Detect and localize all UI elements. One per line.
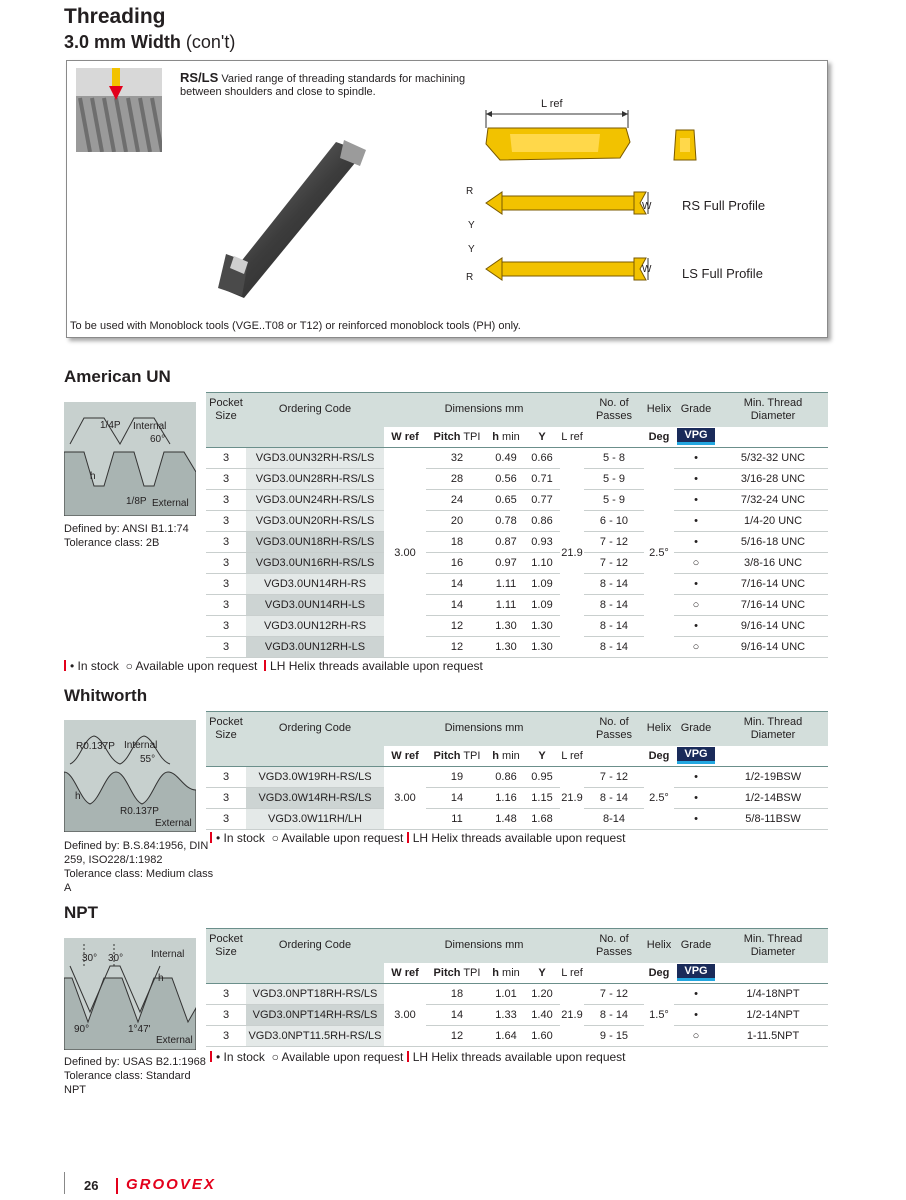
cell-y: 1.10 <box>524 553 560 574</box>
cell-code: VGD3.0UN20RH-RS/LS <box>246 511 384 532</box>
cell-code: VGD3.0UN32RH-RS/LS <box>246 448 384 469</box>
cell-h-min: 0.56 <box>488 469 524 490</box>
cell-grade: • <box>674 511 718 532</box>
npt-angle-a: 30° <box>82 953 98 964</box>
page-number: 26 <box>84 1178 99 1193</box>
footer-rule <box>64 1172 65 1194</box>
hdr-pocket: Pocket Size <box>206 393 246 427</box>
table-row <box>206 574 828 595</box>
cell-tpi: 28 <box>426 469 488 490</box>
american-h: h <box>90 471 96 482</box>
cell-y: 0.86 <box>524 511 560 532</box>
dim-y-rs: Y <box>468 220 475 231</box>
npt-defined-by: Defined by: USAS B2.1:1968 Tolerance class: Standard NPT <box>64 1056 206 1096</box>
american-quarter: 1/4P <box>100 420 121 431</box>
footer-accent <box>116 1178 118 1194</box>
american-external: External <box>152 498 189 509</box>
table-row <box>206 1005 828 1026</box>
npt-angle-b: 30° <box>108 953 124 964</box>
whitworth-h: h <box>75 791 81 802</box>
cell-code: VGD3.0UN28RH-RS/LS <box>246 469 384 490</box>
cell-min-dia: 5/16-18 UNC <box>718 532 828 553</box>
cell-tpi: 16 <box>426 553 488 574</box>
cell-pocket: 3 <box>206 553 246 574</box>
cell-y: 1.60 <box>524 1026 560 1047</box>
cell-pocket: 3 <box>206 1005 246 1026</box>
whitworth-radius-top: R0.137P <box>76 741 115 752</box>
whitworth-radius-bottom: R0.137P <box>120 806 159 817</box>
cell-grade: • <box>674 767 718 788</box>
cell-code: VGD3.0UN12RH-RS <box>246 616 384 637</box>
cell-tpi: 12 <box>426 637 488 658</box>
cell-y: 0.93 <box>524 532 560 553</box>
cell-h-min: 1.16 <box>488 788 524 809</box>
cell-pocket: 3 <box>206 469 246 490</box>
table-row <box>206 595 828 616</box>
cell-grade: • <box>674 809 718 830</box>
cell-h-min: 0.65 <box>488 490 524 511</box>
rs-profile-label: RS Full Profile <box>682 198 766 213</box>
ls-profile-label: LS Full Profile <box>682 266 763 281</box>
rsls-description: RS/LS Varied range of threading standards for machining between shoulders and close to spindle. <box>180 70 466 98</box>
whitworth-external: External <box>155 818 192 829</box>
cell-pocket: 3 <box>206 532 246 553</box>
cell-tpi: 12 <box>426 1026 488 1047</box>
cell-passes: 8 - 14 <box>584 595 644 616</box>
cell-l-ref: 21.9 <box>560 448 584 658</box>
page-title: Threading <box>64 5 166 28</box>
hdr-passes: No. of Passes <box>584 393 644 427</box>
brand-logo: GROOVEX <box>126 1176 216 1193</box>
cell-h-min: 1.33 <box>488 1005 524 1026</box>
cell-code: VGD3.0UN12RH-LS <box>246 637 384 658</box>
cell-y: 1.40 <box>524 1005 560 1026</box>
cell-grade: • <box>674 532 718 553</box>
cell-passes: 5 - 8 <box>584 448 644 469</box>
cell-h-min: 0.86 <box>488 767 524 788</box>
dim-r-ls: R <box>466 272 474 283</box>
section-title-whitworth: Whitworth <box>64 686 148 705</box>
cell-pocket: 3 <box>206 574 246 595</box>
whitworth-internal: Internal <box>124 740 158 751</box>
cell-passes: 8 - 14 <box>584 574 644 595</box>
cell-min-dia: 1/2-14NPT <box>718 1005 828 1026</box>
cell-passes: 5 - 9 <box>584 490 644 511</box>
cell-h-min: 1.64 <box>488 1026 524 1047</box>
npt-angle-90: 90° <box>74 1024 90 1035</box>
american-internal: Internal <box>133 421 167 432</box>
table-row <box>206 767 828 788</box>
cell-passes: 8 - 14 <box>584 788 644 809</box>
cell-passes: 9 - 15 <box>584 1026 644 1047</box>
cell-passes: 7 - 12 <box>584 984 644 1005</box>
cell-min-dia: 5/32-32 UNC <box>718 448 828 469</box>
cell-min-dia: 1/4-20 UNC <box>718 511 828 532</box>
cell-y: 1.15 <box>524 788 560 809</box>
section-title-npt: NPT <box>64 903 98 922</box>
cell-y: 1.09 <box>524 574 560 595</box>
cell-passes: 8-14 <box>584 809 644 830</box>
cell-h-min: 1.48 <box>488 809 524 830</box>
cell-w-ref: 3.00 <box>384 448 426 658</box>
hdr-code: Ordering Code <box>246 393 384 427</box>
cell-helix: 2.5° <box>644 767 674 830</box>
cell-pocket: 3 <box>206 1026 246 1047</box>
hdr-grade: Grade <box>674 393 718 427</box>
cell-pocket: 3 <box>206 637 246 658</box>
cell-tpi: 18 <box>426 984 488 1005</box>
npt-table: Pocket Size Ordering Code Dimensions mm No. of Passes Helix Grade Min. Thread Diameter W ref Pitch TPI h min Y L ref Deg VPG 3 VGD3.0NPT18RH-RS/LS 3.00 18 1.01 1.20 21.9 7 - 12 1.5° • 1/4-18NPT 3 VGD3.0NPT14RH-RS/LS 14 1.33 1.40 8 - 14 • 1/2-14NPT 3 VGD3.0NPT11.5RH-RS/LS 12 1.64 1.60 9 - 15 ○ 1-11.5NPT <box>206 928 828 1047</box>
american-table: Pocket Size Ordering Code Dimensions mm No. of Passes Helix Grade Min. Thread Diameter W ref Pitch TPI h min Y L ref Deg VPG 3 VGD3.0UN32RH-RS/LS 3.00 32 0.49 0.66 21.9 5 - 8 2.5° • 5/32-32 UNC 3 VGD3.0UN28RH-RS/LS 28 0.56 0.71 5 - 9 • 3/16-28 UNC 3 VGD3.0UN24RH-RS/LS 24 0.65 0.77 5 - 9 • 7/32-24 UNC 3 VGD3.0UN20RH-RS/LS 20 0.78 0.86 6 - 10 • 1/4-20 UNC 3 VGD3.0UN18RH-RS/LS 18 0.87 0.93 7 - 12 • 5/16-18 UNC 3 VGD3.0UN16RH-RS/LS 16 0.97 1.10 7 - 12 ○ 3/8-16 UNC 3 VGD3.0UN14RH-RS 14 1.11 1.09 8 - 14 • 7/16-14 UNC 3 VGD3.0UN14RH-LS 14 1.11 1.09 8 - 14 ○ 7/16-14 UNC 3 VGD3.0UN12RH-RS 12 1.30 1.30 8 - 14 • 9/16-14 UNC 3 VGD3.0UN12RH-LS 12 1.30 1.30 8 - 14 ○ 9/16-14 UNC <box>206 392 828 658</box>
cell-min-dia: 7/32-24 UNC <box>718 490 828 511</box>
table-row <box>206 984 828 1005</box>
cell-l-ref: 21.9 <box>560 767 584 830</box>
cell-y: 1.30 <box>524 616 560 637</box>
cell-passes: 6 - 10 <box>584 511 644 532</box>
cell-h-min: 1.01 <box>488 984 524 1005</box>
american-angle: 60° <box>150 434 166 445</box>
cell-passes: 7 - 12 <box>584 553 644 574</box>
section-title-american: American UN <box>64 367 171 386</box>
cell-pocket: 3 <box>206 767 246 788</box>
page-subtitle: 3.0 mm Width (con't) <box>64 32 236 52</box>
cell-grade: • <box>674 469 718 490</box>
american-defined-by: Defined by: ANSI B1.1:74 Tolerance class: 2B <box>64 523 189 549</box>
cell-h-min: 0.49 <box>488 448 524 469</box>
cell-h-min: 0.97 <box>488 553 524 574</box>
cell-y: 0.71 <box>524 469 560 490</box>
cell-tpi: 14 <box>426 595 488 616</box>
table-row <box>206 553 828 574</box>
cell-tpi: 24 <box>426 490 488 511</box>
cell-code: VGD3.0UN16RH-RS/LS <box>246 553 384 574</box>
cell-grade: • <box>674 616 718 637</box>
cell-grade: ○ <box>674 553 718 574</box>
cell-code: VGD3.0UN14RH-LS <box>246 595 384 616</box>
cell-min-dia: 1/2-14BSW <box>718 788 828 809</box>
table-row <box>206 637 828 658</box>
cell-helix: 1.5° <box>644 984 674 1047</box>
npt-external: External <box>156 1035 193 1046</box>
cell-pocket: 3 <box>206 511 246 532</box>
cell-min-dia: 1/2-19BSW <box>718 767 828 788</box>
cell-tpi: 32 <box>426 448 488 469</box>
cell-y: 1.68 <box>524 809 560 830</box>
cell-passes: 8 - 14 <box>584 637 644 658</box>
cell-code: VGD3.0W14RH-RS/LS <box>246 788 384 809</box>
npt-taper: 1°47' <box>128 1024 151 1035</box>
npt-h: h <box>158 973 164 984</box>
cell-h-min: 1.30 <box>488 637 524 658</box>
thread-cutting-icon <box>76 68 162 152</box>
cell-tpi: 18 <box>426 532 488 553</box>
cell-w-ref: 3.00 <box>384 984 426 1047</box>
cell-grade: • <box>674 984 718 1005</box>
cell-passes: 8 - 14 <box>584 616 644 637</box>
table-row <box>206 490 828 511</box>
cell-y: 0.95 <box>524 767 560 788</box>
cell-tpi: 14 <box>426 1005 488 1026</box>
cell-h-min: 0.78 <box>488 511 524 532</box>
cell-code: VGD3.0NPT14RH-RS/LS <box>246 1005 384 1026</box>
cell-grade: ○ <box>674 595 718 616</box>
cell-h-min: 1.11 <box>488 574 524 595</box>
cell-code: VGD3.0UN24RH-RS/LS <box>246 490 384 511</box>
cell-h-min: 1.30 <box>488 616 524 637</box>
insert-photo <box>214 138 384 308</box>
cell-code: VGD3.0UN14RH-RS <box>246 574 384 595</box>
cell-pocket: 3 <box>206 788 246 809</box>
hdr-helix: Helix <box>644 393 674 427</box>
cell-pocket: 3 <box>206 490 246 511</box>
table-row <box>206 532 828 553</box>
whitworth-legend: • In stock ○ Available upon request LH Helix threads available upon request <box>210 831 626 845</box>
cell-tpi: 11 <box>426 809 488 830</box>
cell-grade: ○ <box>674 637 718 658</box>
cell-y: 1.30 <box>524 637 560 658</box>
cell-passes: 5 - 9 <box>584 469 644 490</box>
cell-passes: 8 - 14 <box>584 1005 644 1026</box>
whitworth-defined-by: Defined by: B.S.84:1956, DIN 259, ISO228/1:1982 Tolerance class: Medium class A <box>64 840 214 894</box>
table-row <box>206 448 828 469</box>
dim-r-rs: R <box>466 186 474 197</box>
cell-min-dia: 1-11.5NPT <box>718 1026 828 1047</box>
cell-y: 0.66 <box>524 448 560 469</box>
hdr-min-dia: Min. Thread Diameter <box>718 393 828 427</box>
cell-min-dia: 1/4-18NPT <box>718 984 828 1005</box>
cell-pocket: 3 <box>206 809 246 830</box>
cell-min-dia: 3/16-28 UNC <box>718 469 828 490</box>
cell-tpi: 19 <box>426 767 488 788</box>
npt-legend: • In stock ○ Available upon request LH Helix threads available upon request <box>210 1050 626 1064</box>
cell-code: VGD3.0UN18RH-RS/LS <box>246 532 384 553</box>
cell-min-dia: 3/8-16 UNC <box>718 553 828 574</box>
cell-tpi: 12 <box>426 616 488 637</box>
cell-grade: • <box>674 490 718 511</box>
table-row <box>206 616 828 637</box>
cell-helix: 2.5° <box>644 448 674 658</box>
cell-pocket: 3 <box>206 616 246 637</box>
cell-y: 0.77 <box>524 490 560 511</box>
cell-tpi: 14 <box>426 788 488 809</box>
cell-pocket: 3 <box>206 984 246 1005</box>
cell-w-ref: 3.00 <box>384 767 426 830</box>
cell-grade: ○ <box>674 1026 718 1047</box>
whitworth-table: Pocket Size Ordering Code Dimensions mm No. of Passes Helix Grade Min. Thread Diameter W ref Pitch TPI h min Y L ref Deg VPG 3 VGD3.0W19RH-RS/LS 3.00 19 0.86 0.95 21.9 7 - 12 2.5° • 1/2-19BSW 3 VGD3.0W14RH-RS/LS 14 1.16 1.15 8 - 14 • 1/2-14BSW 3 VGD3.0W11RH/LH 11 1.48 1.68 8-14 • 5/8-11BSW <box>206 711 828 830</box>
cell-code: VGD3.0W19RH-RS/LS <box>246 767 384 788</box>
cell-min-dia: 7/16-14 UNC <box>718 595 828 616</box>
american-eighth: 1/8P <box>126 496 147 507</box>
cell-tpi: 20 <box>426 511 488 532</box>
cell-min-dia: 7/16-14 UNC <box>718 574 828 595</box>
american-legend: • In stock ○ Available upon request LH Helix threads available upon request <box>64 659 483 673</box>
cell-y: 1.09 <box>524 595 560 616</box>
cell-grade: • <box>674 1005 718 1026</box>
lref-label: L ref <box>541 98 563 110</box>
dim-y-ls: Y <box>468 244 475 255</box>
dim-w-rs: W <box>642 201 652 212</box>
usage-note: To be used with Monoblock tools (VGE..T08 or T12) or reinforced monoblock tools (PH) only. <box>70 320 521 332</box>
whitworth-angle: 55° <box>140 754 156 765</box>
cell-code: VGD3.0NPT18RH-RS/LS <box>246 984 384 1005</box>
npt-internal: Internal <box>151 949 185 960</box>
cell-grade: • <box>674 788 718 809</box>
table-row <box>206 469 828 490</box>
cell-h-min: 1.11 <box>488 595 524 616</box>
cell-y: 1.20 <box>524 984 560 1005</box>
hdr-dimensions: Dimensions mm <box>384 393 584 427</box>
cell-passes: 7 - 12 <box>584 767 644 788</box>
table-row <box>206 1026 828 1047</box>
dim-w-ls: W <box>642 264 652 275</box>
cell-grade: • <box>674 448 718 469</box>
cell-pocket: 3 <box>206 448 246 469</box>
cell-grade: • <box>674 574 718 595</box>
cell-passes: 7 - 12 <box>584 532 644 553</box>
cell-h-min: 0.87 <box>488 532 524 553</box>
cell-min-dia: 5/8-11BSW <box>718 809 828 830</box>
cell-l-ref: 21.9 <box>560 984 584 1047</box>
cell-code: VGD3.0NPT11.5RH-RS/LS <box>246 1026 384 1047</box>
cell-pocket: 3 <box>206 595 246 616</box>
cell-tpi: 14 <box>426 574 488 595</box>
cell-min-dia: 9/16-14 UNC <box>718 616 828 637</box>
cell-min-dia: 9/16-14 UNC <box>718 637 828 658</box>
table-row <box>206 809 828 830</box>
table-row <box>206 511 828 532</box>
cell-code: VGD3.0W11RH/LH <box>246 809 384 830</box>
table-row <box>206 788 828 809</box>
